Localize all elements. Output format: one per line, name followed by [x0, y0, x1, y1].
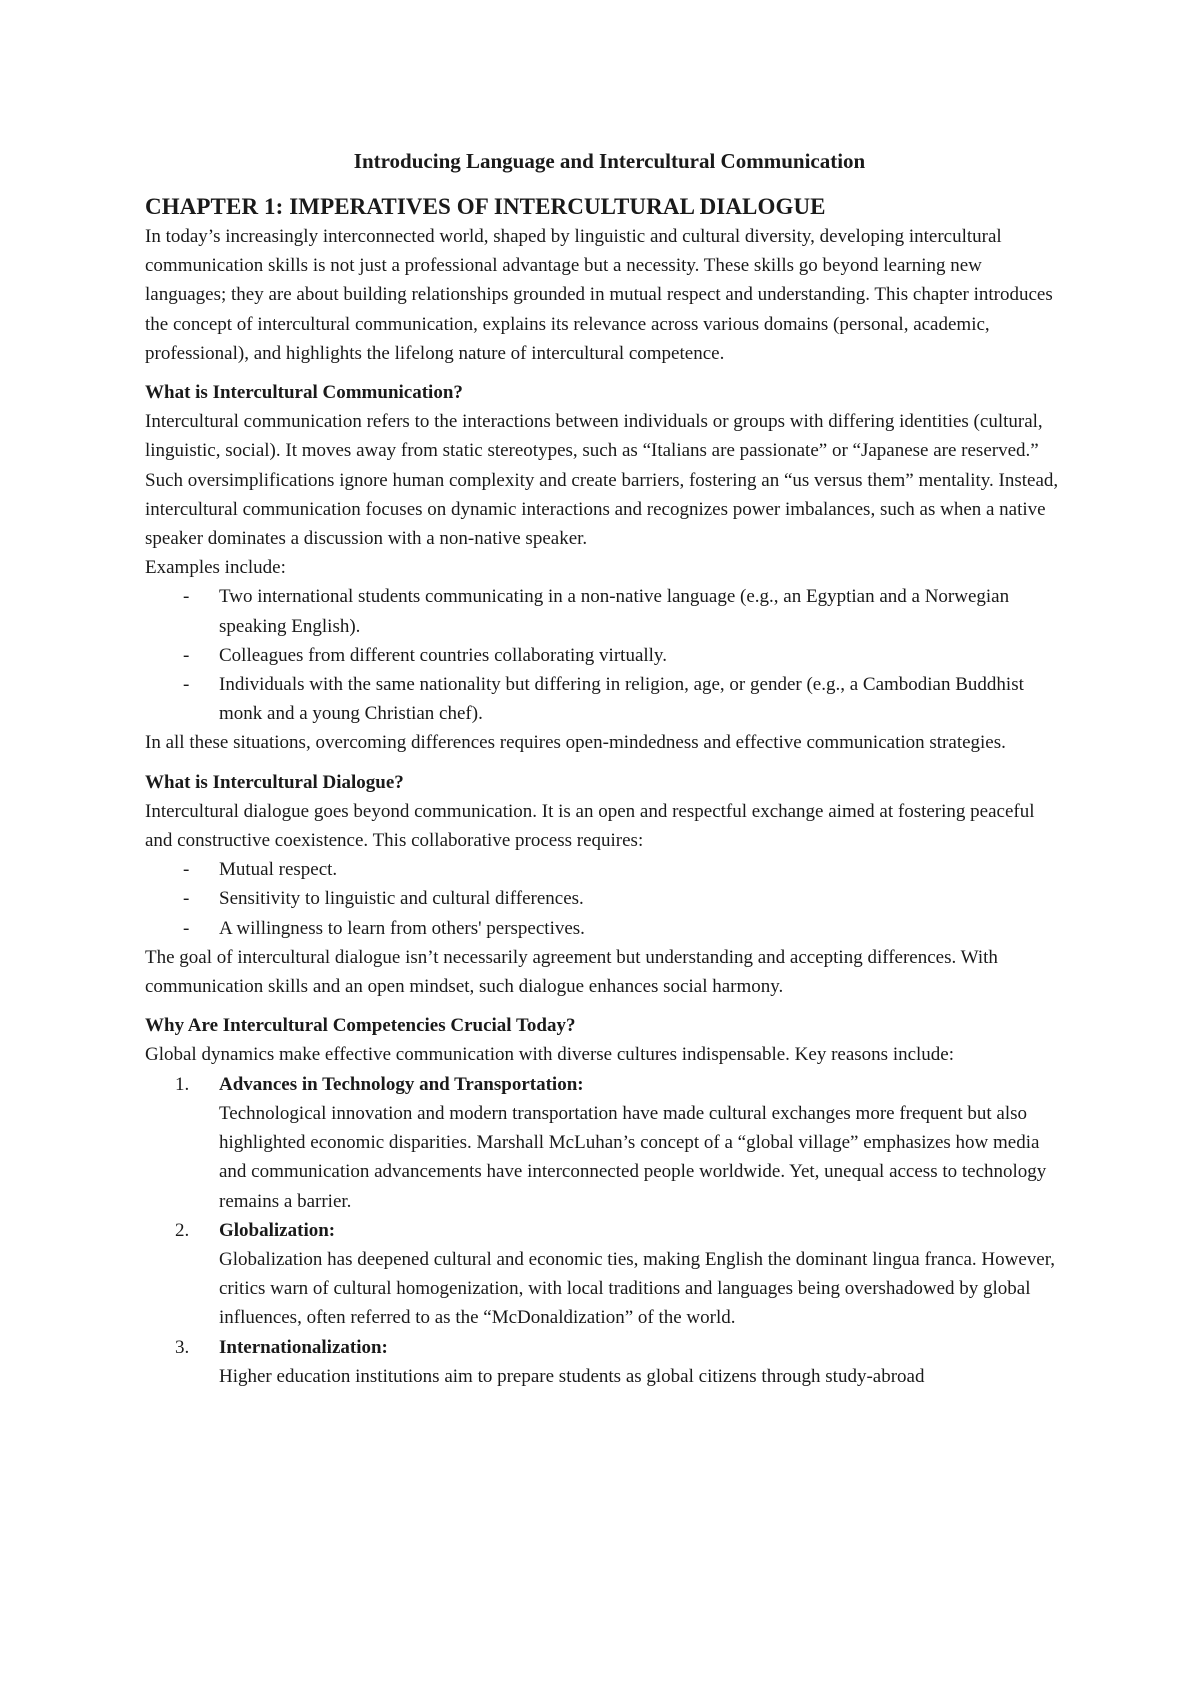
list-item: - Two international students communicating in a non-native language (e.g., an Egyptian and a Norwegian speaking English). [219, 582, 1064, 640]
item-body: Higher education institutions aim to prepare students as global citizens through study-abroad [219, 1365, 925, 1387]
section-gap [145, 368, 1064, 378]
list-item: - Colleagues from different countries collaborating virtually. [219, 641, 1064, 670]
section-closing: The goal of intercultural dialogue isn’t necessarily agreement but understanding and accepting differences. With communication skills and an open mindset, such dialogue enhances social harmony. [145, 946, 998, 998]
item-number: 3. [175, 1336, 190, 1358]
section-intercultural-communication [145, 378, 1064, 758]
document-title: Introducing Language and Intercultural Communication [353, 149, 866, 173]
list-item: - Sensitivity to linguistic and cultural differences. [219, 884, 1064, 913]
item-number: 2. [175, 1219, 190, 1241]
section-paragraph: Intercultural communication refers to the interactions between individuals or groups with differing identities (cultural, linguistic, social). It moves away from static stereotypes, such as “Italians are passionate” or “Japanese are reserved.” Such oversimplifications ignore human complexity and create barriers, fostering an “us versus them” mentality. Instead, intercultural communication focuses on dynamic interactions and recognizes power imbalances, such as when a native speaker dominates a discussion with a non-native speaker. [145, 411, 1059, 550]
list-item: - A willingness to learn from others' perspectives. [219, 914, 1064, 943]
section-heading: What is Intercultural Dialogue? [145, 771, 404, 793]
section-intercultural-competencies [145, 1011, 1064, 1391]
section-paragraph: Global dynamics make effective communication with diverse cultures indispensable. Key reasons include: [145, 1044, 955, 1066]
examples-list [145, 582, 1064, 728]
chapter-title: CHAPTER 1: IMPERATIVES OF INTERCULTURAL DIALOGUE [145, 194, 826, 219]
section-closing: In all these situations, overcoming differences requires open-mindedness and effective communication strategies. [145, 732, 1006, 754]
item-title: Advances in Technology and Transportation: [219, 1073, 584, 1095]
intro-paragraph: In today’s increasingly interconnected world, shaped by linguistic and cultural diversity, developing intercultural communication skills is not just a professional advantage but a necessity. These skills go beyond learning new languages; they are about building relationships grounded in mutual respect and understanding. This chapter introduces the concept of intercultural communication, explains its relevance across various domains (personal, academic, professional), and highlights the lifelong nature of intercultural competence. [145, 226, 1053, 364]
section-heading: Why Are Intercultural Competencies Crucial Today? [145, 1015, 576, 1037]
section-paragraph: Intercultural dialogue goes beyond communication. It is an open and respectful exchange aimed at fostering peaceful and constructive coexistence. This collaborative process requires: [145, 800, 1035, 852]
numbered-item [175, 1333, 1064, 1391]
numbered-item [175, 1070, 1064, 1216]
list-item: - Mutual respect. [219, 855, 1064, 884]
section-gap [145, 758, 1064, 768]
section-heading: What is Intercultural Communication? [145, 382, 463, 404]
item-body: Globalization has deepened cultural and economic ties, making English the dominant lingua franca. However, critics warn of cultural homogenization, with local traditions and languages being overshadowed by global influences, often referred to as the “McDonaldization” of the world. [219, 1248, 1056, 1329]
list-item: - Individuals with the same nationality but differing in religion, age, or gender (e.g., a Cambodian Buddhist monk and a young Christian chef). [219, 670, 1064, 728]
numbered-item [175, 1216, 1064, 1333]
item-title: Internationalization: [219, 1336, 388, 1358]
reasons-list [145, 1070, 1064, 1391]
item-number: 1. [175, 1073, 190, 1095]
list-intro: Examples include: [145, 557, 286, 579]
section-gap [145, 1001, 1064, 1011]
requirements-list [145, 855, 1064, 943]
item-body: Technological innovation and modern transportation have made cultural exchanges more frequent but also highlighted economic disparities. Marshall McLuhan’s concept of a “global village” emphasizes how media and communication advancements have interconnected people worldwide. Yet, unequal access to technology remains a barrier. [219, 1102, 1047, 1212]
item-title: Globalization: [219, 1219, 336, 1241]
section-intercultural-dialogue [145, 768, 1064, 1002]
